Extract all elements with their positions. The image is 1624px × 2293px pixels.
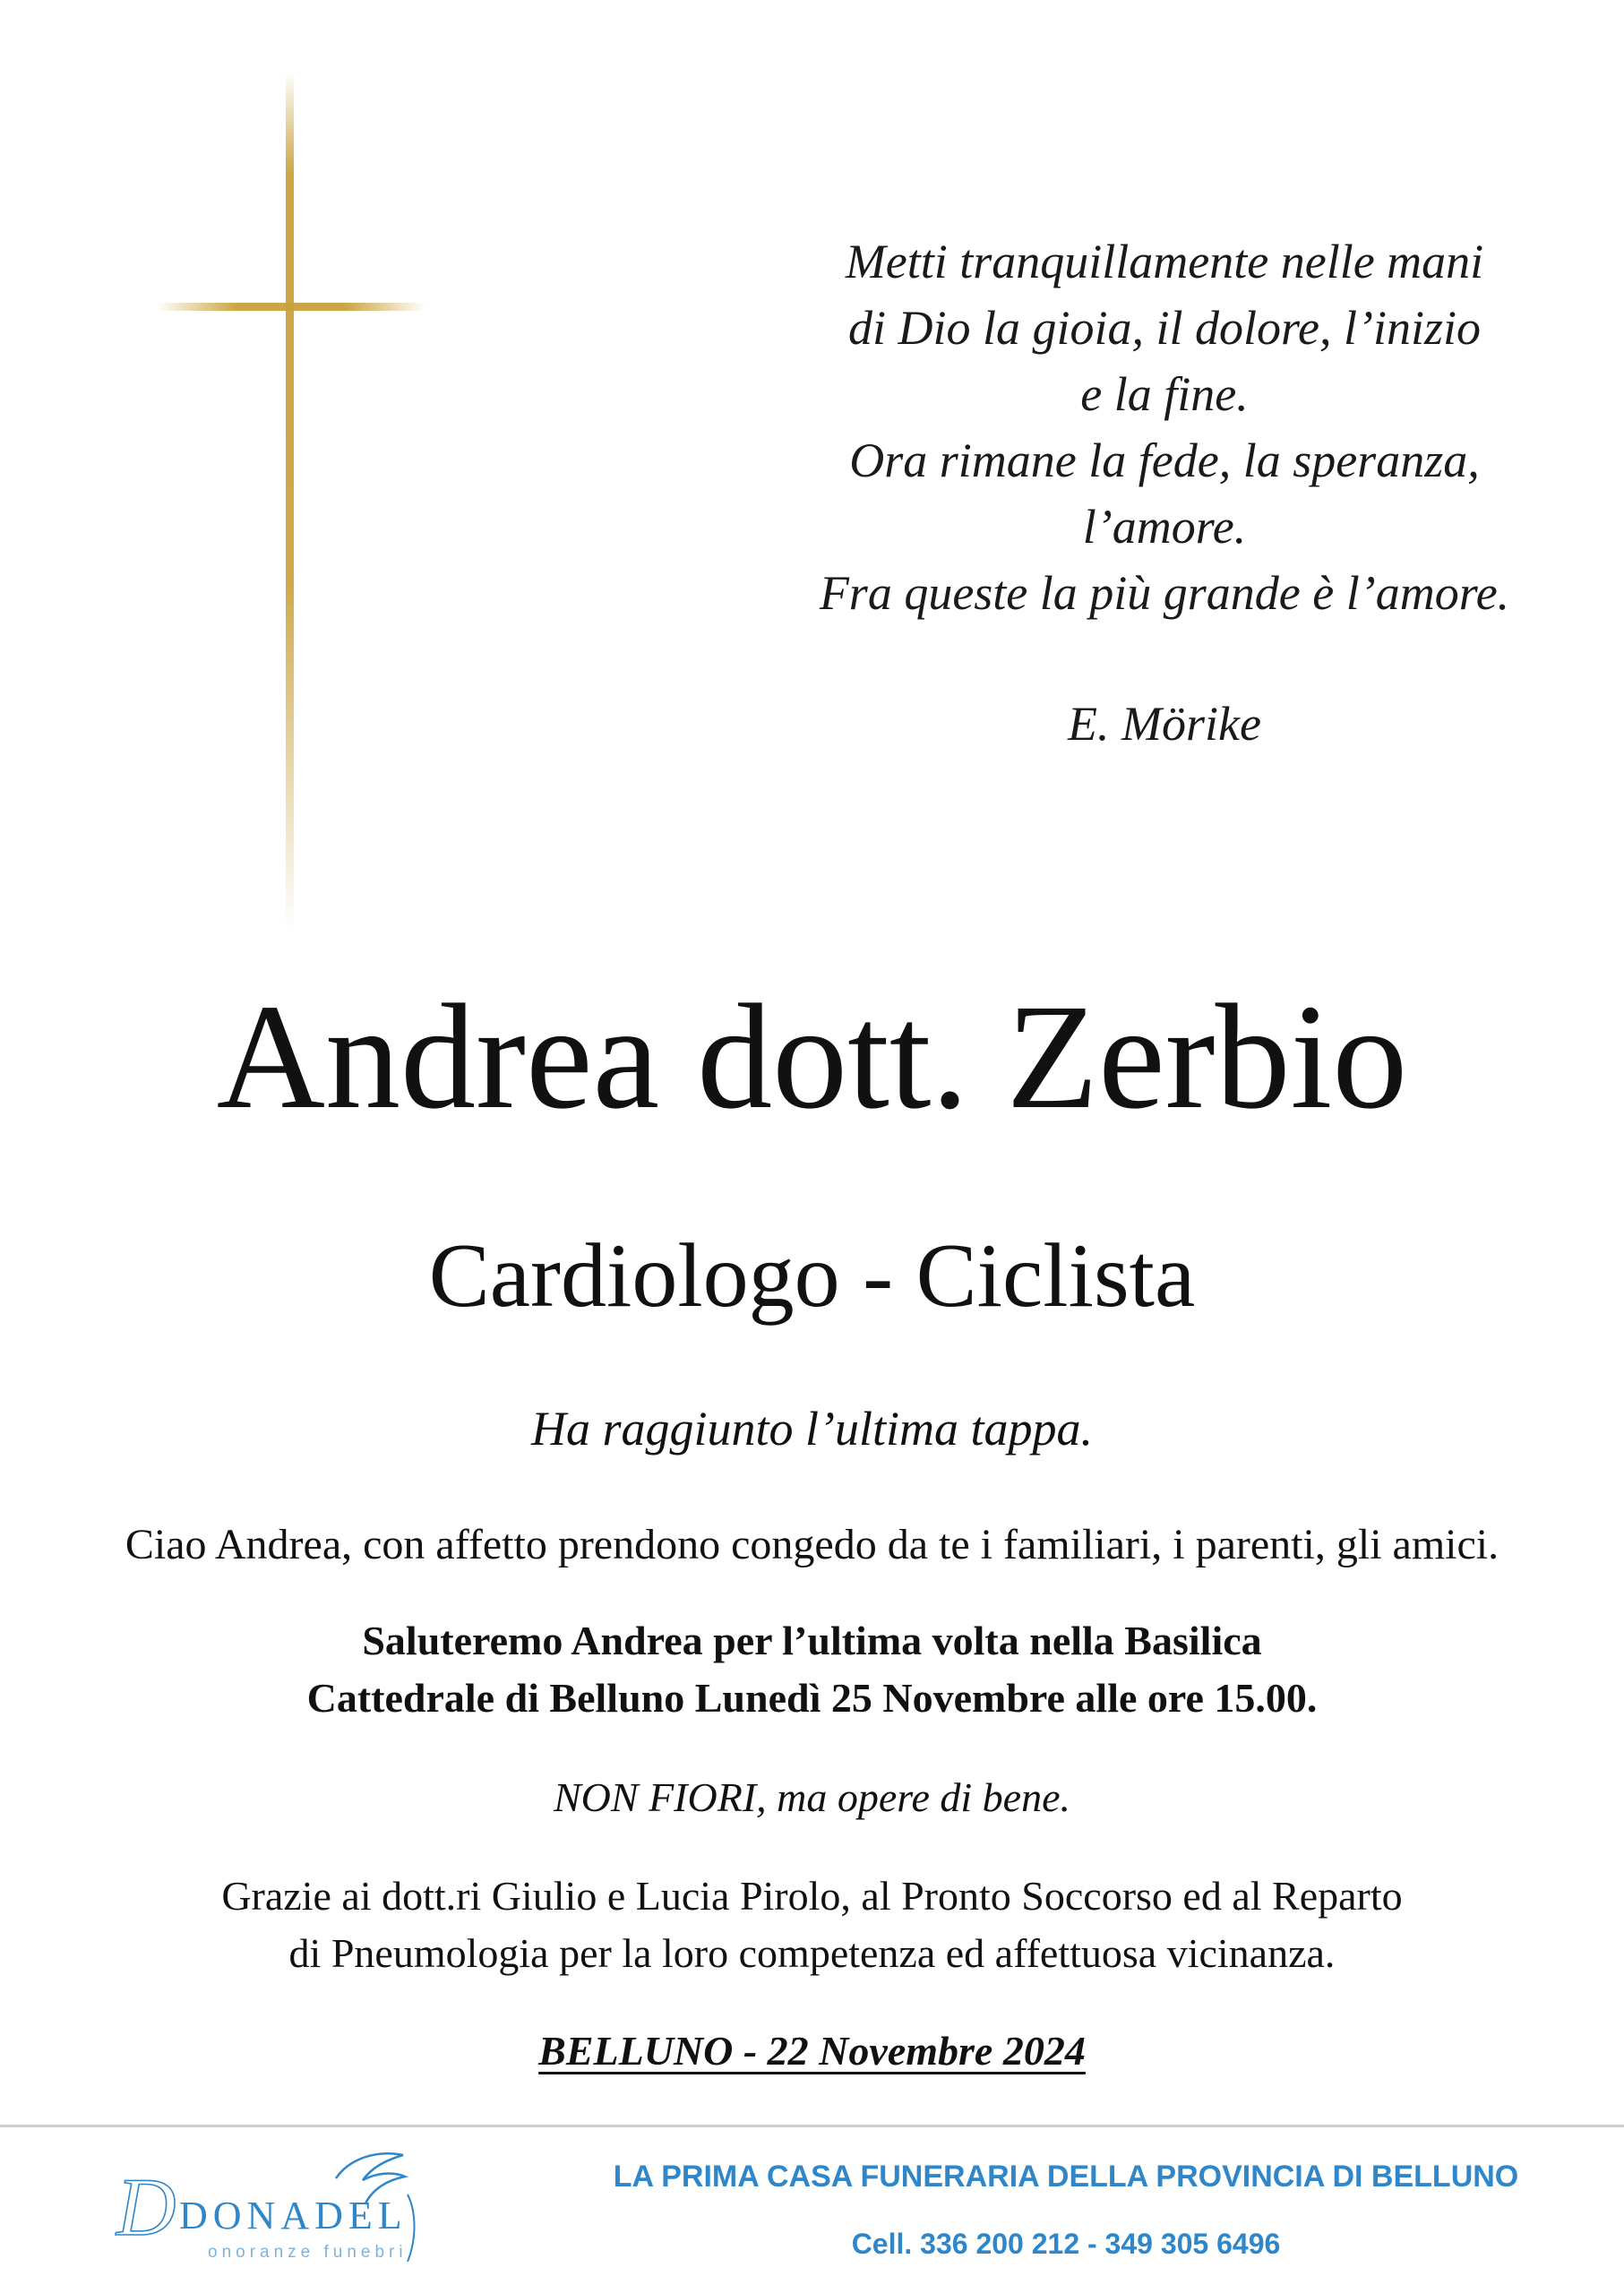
footer-phones: Cell. 336 200 212 - 349 305 6496 [851, 2228, 1281, 2260]
motto: Ha raggiunto l’ultima tappa. [530, 1402, 1093, 1456]
deceased-subtitle: Cardiologo - Ciclista [428, 1225, 1196, 1327]
service-line: Cattedrale di Belluno Lunedì 25 Novembre alle ore 15.00. [306, 1675, 1318, 1721]
deceased-name: Andrea dott. Zerbio [216, 974, 1408, 1140]
poem-quote [752, 228, 1577, 757]
logo-sub: onoranze funebri [208, 2243, 408, 2262]
poem-line: e la fine. [1080, 367, 1249, 421]
poem-author: E. Mörike [1068, 697, 1261, 751]
poem-line: Ora rimane la fede, la speranza, [849, 434, 1480, 487]
dove-logo-icon [107, 2141, 502, 2275]
logo-name: DONADEL [179, 2194, 408, 2237]
poem-line: Metti tranquillamente nelle mani [845, 235, 1484, 288]
poem-line: l’amore. [1082, 500, 1247, 554]
poem-line: Fra queste la più grande è l’amore. [819, 566, 1510, 620]
service-line: Saluteremo Andrea per l’ultima volta nella Basilica [362, 1618, 1262, 1663]
thanks-line: di Pneumologia per la loro competenza ed affettuosa vicinanza. [288, 1930, 1336, 1976]
thanks-message [0, 1868, 1624, 1982]
footer-divider [0, 2125, 1624, 2127]
service-announcement [0, 1612, 1624, 1727]
poem-line: di Dio la gioia, il dolore, l’inizio [847, 301, 1481, 355]
place-date [0, 2020, 1624, 2083]
place-date-text: BELLUNO - 22 Novembre 2024 [538, 2028, 1086, 2074]
farewell-message: Ciao Andrea, con affetto prendono congedo da te i familiari, i parenti, gli amici. [125, 1521, 1499, 1568]
no-flowers-note: NON FIORI, ma opere di bene. [554, 1774, 1070, 1820]
footer-tagline: LA PRIMA CASA FUNERARIA DELLA PROVINCIA DI BELLUNO [613, 2160, 1519, 2194]
thanks-line: Grazie ai dott.ri Giulio e Lucia Pirolo, al Pronto Soccorso ed al Reparto [221, 1873, 1403, 1919]
svg-text:D: D [116, 2161, 176, 2253]
